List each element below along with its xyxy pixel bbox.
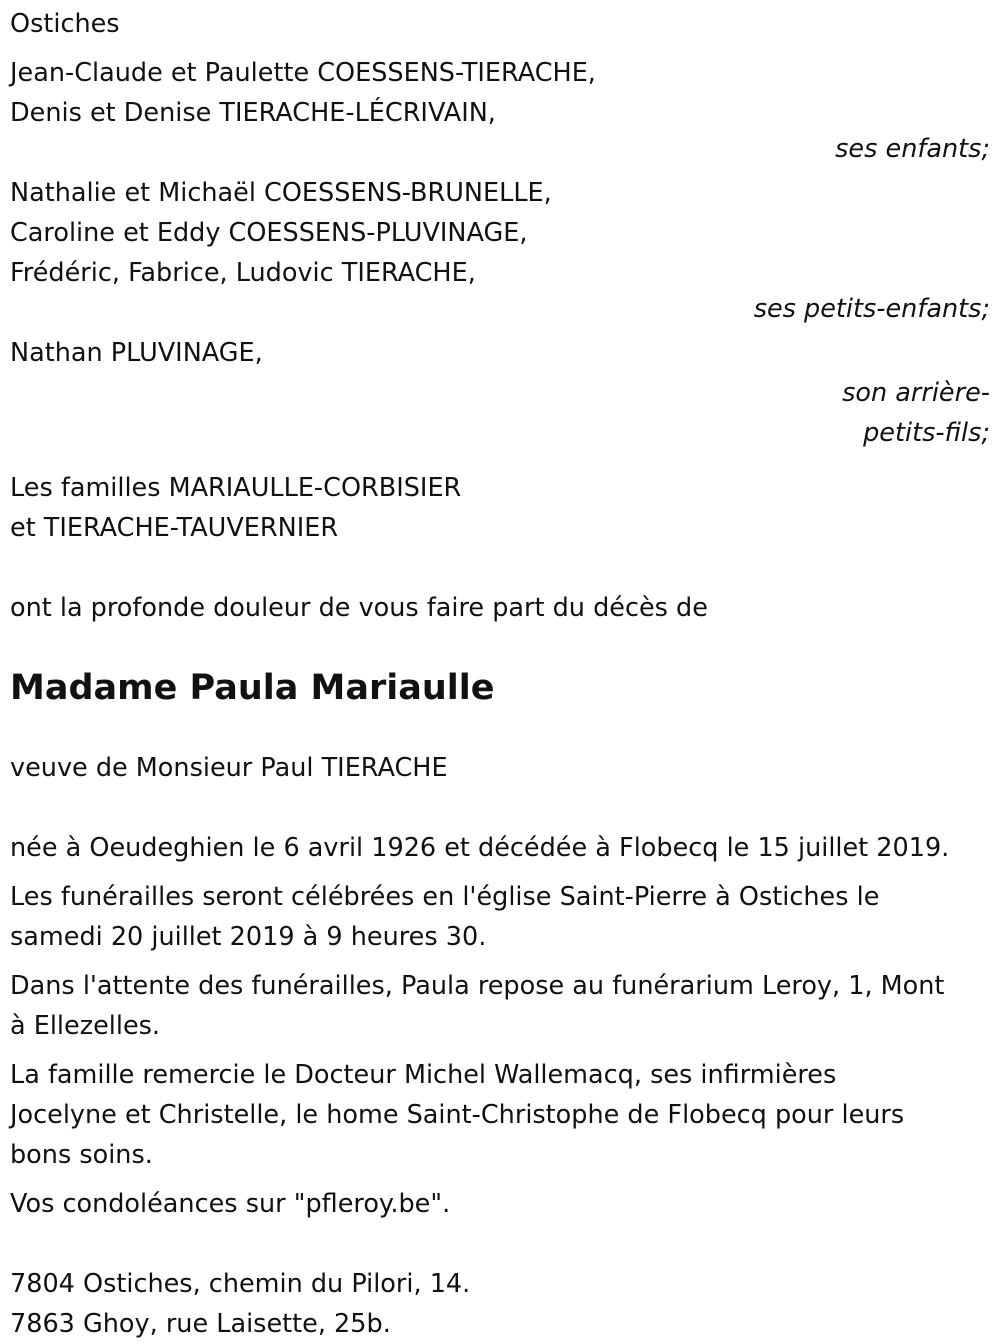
family-line: Les familles MARIAULLE-CORBISIER (10, 473, 462, 503)
address-line: 7863 Ghoy, rue Laisette, 25b. (10, 1309, 391, 1339)
funeral-paragraph (10, 877, 1000, 957)
paragraph-line: samedi 20 juillet 2019 à 9 heures 30. (10, 922, 487, 952)
family-line: Denis et Denise TIERACHE-LÉCRIVAIN, (10, 98, 496, 128)
addresses-section (10, 1264, 1000, 1344)
announcement-text: ont la profonde douleur de vous faire part du décès de (10, 593, 708, 623)
paragraph-line: Les funérailles seront célébrées en l'église Saint-Pierre à Ostiches le (10, 882, 880, 912)
paragraph-line: Jocelyne et Christelle, le home Saint-Christophe de Flobecq pour leurs (10, 1100, 905, 1130)
relation-label: petits-fils; (863, 418, 990, 448)
grandchildren-section (10, 173, 1000, 325)
family-line: Jean-Claude et Paulette COESSENS-TIERACHE, (10, 58, 596, 88)
paragraph-line: Dans l'attente des funérailles, Paula repose au funérarium Leroy, 1, Mont (10, 971, 945, 1001)
family-line: et TIERACHE-TAUVERNIER (10, 513, 339, 543)
children-section (10, 53, 1000, 165)
paragraph-line: La famille remercie le Docteur Michel Wallemacq, ses infirmières (10, 1060, 837, 1090)
location: Ostiches (10, 9, 120, 39)
relation-label: son arrière- (842, 378, 990, 408)
family-line: Nathalie et Michaël COESSENS-BRUNELLE, (10, 178, 552, 208)
family-line: Frédéric, Fabrice, Ludovic TIERACHE, (10, 258, 476, 288)
address-line: 7804 Ostiches, chemin du Pilori, 14. (10, 1269, 471, 1299)
paragraph-line: bons soins. (10, 1140, 153, 1170)
relation-label: ses enfants; (835, 134, 990, 164)
condolences-text: Vos condoléances sur "pfleroy.be". (10, 1189, 451, 1219)
deceased-name: Madame Paula Mariaulle (10, 668, 495, 708)
family-line: Caroline et Eddy COESSENS-PLUVINAGE, (10, 218, 528, 248)
widow-of-text: veuve de Monsieur Paul TIERACHE (10, 753, 448, 783)
great-grandchild-section (10, 333, 1000, 453)
thanks-paragraph (10, 1055, 1000, 1175)
rest-paragraph (10, 966, 1000, 1046)
birth-death-text: née à Oeudeghien le 6 avril 1926 et décédée à Flobecq le 15 juillet 2019. (10, 833, 950, 863)
family-line: Nathan PLUVINAGE, (10, 338, 263, 368)
families-section (10, 468, 1000, 548)
paragraph-line: à Ellezelles. (10, 1011, 161, 1041)
relation-label: ses petits-enfants; (753, 294, 990, 324)
